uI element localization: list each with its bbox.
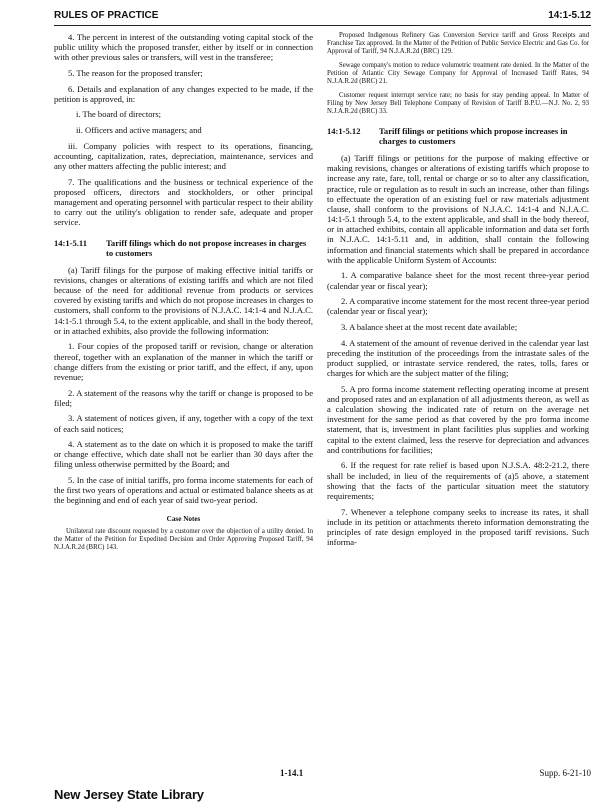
- paragraph: 7. The qualifications and the business or technical experience of the proposed officers, directors and stockholders, or other principal management and operating personnel with particular respect to their ability to carry out the utility's obligation to render safe, adequate and proper service.: [54, 176, 313, 228]
- paragraph: 5. In the case of initial tariffs, pro forma income statements for each of the first two years of operations and actual or estimated balance sheets as at the beginning and end of each year of said two-year period.: [54, 475, 313, 506]
- section-number: 14:1-5.12: [327, 125, 361, 136]
- section-heading: [327, 126, 589, 146]
- paragraph: 7. Whenever a telephone company seeks to increase its rates, it shall include in its petition or attachments thereto information demonstrating the principles of rate design employed in the proposed tariff revisions. Such informa-: [327, 506, 589, 547]
- supplement-date: Supp. 6-21-10: [539, 768, 591, 778]
- paragraph: 6. Details and explanation of any changes expected to be made, if the petition is approved, in:: [54, 83, 313, 104]
- section-title: Tariff filings or petitions which propose increases in charges to customers: [379, 125, 568, 146]
- section-heading: [54, 238, 313, 258]
- subitem: i. The board of directors;: [76, 109, 162, 120]
- paragraph: 4. A statement as to the date on which it is proposed to make the tariff or change effective, which date shall not be earlier than 30 days after the filing unless otherwise permitted by the Board; and: [54, 439, 313, 470]
- header-section: 14:1-5.12: [548, 10, 591, 21]
- paragraph: 6. If the request for rate relief is based upon N.J.S.A. 48:2-21.2, there shall be included, in lieu of the requirements of (a)5 above, a statement showing that the facts of the particular situation meet the statutory requirements;: [327, 460, 589, 501]
- header-rule: [54, 25, 591, 26]
- paragraph: 3. A balance sheet at the most recent date available;: [341, 322, 518, 332]
- running-header: [54, 10, 591, 24]
- case-notes-heading: Case Notes: [166, 514, 201, 523]
- library-stamp: New Jersey State Library: [54, 787, 204, 802]
- paragraph: 4. A statement of the amount of revenue derived in the calendar year last preceding the institution of the proceedings from the intrastate sales of the product supplied, or intrastate service rendered, the rates, tolls, fares or charges for which are the subject matter of the filing;: [327, 337, 589, 379]
- case-note: Unilateral rate discount requested by a customer over the objection of a utility denied. In the Matter of the Petition for Expedited Decision and Order Approving Proposed Tariff, 94 N.J.A.R.2d (BRC) 143.: [54, 527, 313, 551]
- paragraph: 5. The reason for the proposed transfer;: [68, 67, 203, 78]
- right-column: [327, 32, 589, 553]
- header-title: RULES OF PRACTICE: [54, 10, 159, 21]
- left-column: [54, 32, 313, 558]
- paragraph: 4. The percent in interest of the outstanding voting capital stock of the public utility which the proposed transfer, either by itself or in connection with other previous sales or transfers, will vest in the transferee;: [54, 32, 313, 63]
- paragraph: 2. A comparative income statement for the most recent three-year period (calendar year or fiscal year);: [327, 296, 589, 317]
- case-note: Proposed Indigenous Refinery Gas Conversion Service tariff and Gross Receipts and Franchise Tax approved. In the Matter of the Petition of Public Service Electric and Gas Co. for Approval of Tariff, 94 N.J.A.R.2d (BRC) 129.: [327, 32, 589, 56]
- paragraph: 2. A statement of the reasons why the tariff or change is proposed to be filed;: [54, 387, 313, 408]
- paragraph: (a) Tariff filings for the purpose of making effective initial tariffs or revisions, changes or alterations of existing tariffs and which are not filed because of the need for additional revenue from products or services covered by existing tariffs and which do not propose increases in charges to customers, shall conform to the provisions of N.J.A.C. 14:1-4 and N.J.A.C. 14:1-5.1 through 5.4, to the extent applicable, and shall in the body thereof, or in attached exhibits, also provide the following information:: [54, 264, 313, 336]
- paragraph: 3. A statement of notices given, if any, together with a copy of the text of each said notices;: [54, 413, 313, 434]
- section-title: Tariff filings which do not propose increases in charges to customers: [106, 237, 307, 258]
- paragraph: 1. A comparative balance sheet for the most recent three-year period (calendar year or fiscal year);: [327, 270, 589, 291]
- page-number: 1-14.1: [280, 768, 304, 778]
- case-note: Customer request interrupt service rate; no basis for stay pending appeal. In Matter of Filing by New Jersey Bell Telephone Company of Revision of Tariff B.P.U.—N.J. No. 2, 93 N.J.A.R.2d (BRC) 33.: [327, 91, 589, 115]
- paragraph: 1. Four copies of the proposed tariff or revision, change or alteration thereof, together with an explanation of the manner in which the tariff or change differs from the existing or prior tariff, and the effect, if any, upon revenue;: [54, 341, 313, 382]
- paragraph: 5. A pro forma income statement reflecting operating income at present and proposed rates and an explanation of all adjustments thereon, as well as a calculation showing the indicated rate of return on the average net investment for the same period as that covered by the pro forma income statement, that is, investment in plant facilities plus supplies and working capital to the extent claimed, less the reserve for depreciation and advances and contributions for facilities;: [327, 383, 589, 455]
- case-note: Sewage company's motion to reduce volumetric treatment rate denied. In the Matter of the Petition of Atlantic City Sewage Company for Approval of Increased Tariff Rates, 94 N.J.A.R.2d (BRC) 21.: [327, 61, 589, 85]
- paragraph: (a) Tariff filings or petitions for the purpose of making effective or making revisions, changes or alterations of existing tariffs which propose to increase any rate, fare, toll, rental or charge or so to alter any classification, practice, rule or regulation as to result in such an increase, other than filings to effectuate the operation of an existing fuel or raw materials adjustment clause, shall conform to the provisions of N.J.A.C. 14:1-4 and N.J.A.C. 14:1-5.1 through 5.4, to the extent applicable, and shall in the body thereof, or in attached exhibits, contain all applicable information and data set forth in N.J.A.C. 14:1-5.11 and, in addition, shall contain the following information and financial statements which shall be prepared in accordance with the applicable Uniform System of Accounts:: [327, 153, 589, 265]
- subitem: ii. Officers and active managers; and: [76, 125, 202, 136]
- section-number: 14:1-5.11: [54, 237, 87, 248]
- paragraph: iii. Company policies with respect to its operations, financing, accounting, capitalization, rates, depreciation, maintenance, services and any other matters affecting the public interest; and: [54, 140, 313, 172]
